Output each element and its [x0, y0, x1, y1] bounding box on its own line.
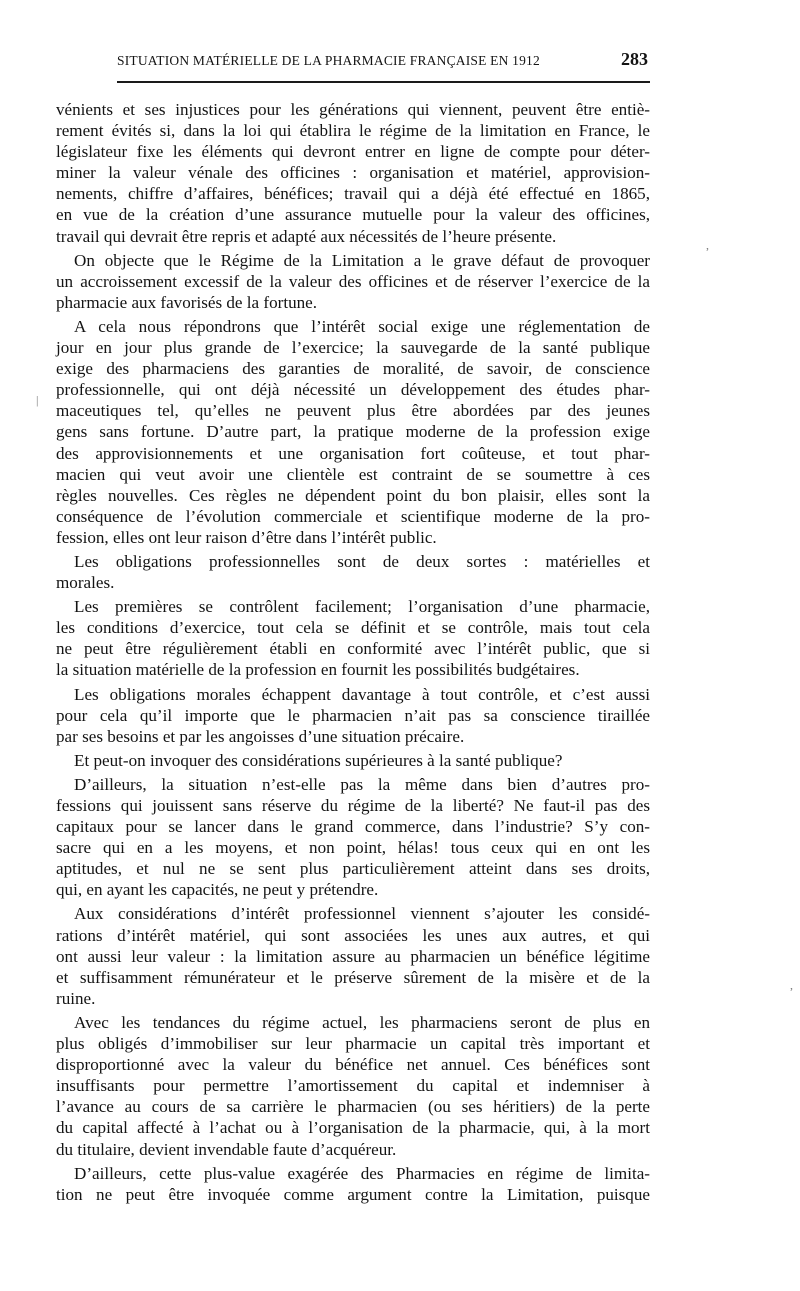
text-line: ne peut être régulièrement établi en conformité avec l’intérêt public, que si	[56, 639, 650, 659]
page-number: 283	[621, 49, 648, 69]
text-line: pour cela qu’il importe que le pharmacien n’ait pas sa conscience tiraillée	[56, 705, 650, 725]
text-line: exige des pharmaciens des garanties de moralité, de savoir, de conscience	[56, 359, 650, 379]
text-line: ruine.	[56, 988, 96, 1008]
text-line: Les obligations morales échappent davantage à tout contrôle, et c’est aussi	[74, 684, 650, 704]
text-line: disproportionné avec la valeur du bénéfice net annuel. Ces bénéfices sont	[56, 1055, 650, 1075]
paragraph	[56, 596, 650, 680]
paragraph	[56, 1163, 650, 1205]
text-line: législateur fixe les éléments qui devront entrer en ligne de compte pour déter-	[56, 142, 650, 162]
text-line: Les premières se contrôlent facilement; l’organisation d’une pharmacie,	[74, 597, 650, 617]
text-line: Avec les tendances du régime actuel, les pharmaciens seront de plus en	[74, 1012, 650, 1032]
text-line: conséquence de l’évolution commerciale et scientifique moderne de la pro-	[56, 506, 650, 526]
paragraph	[56, 684, 650, 747]
text-line: vénients et ses injustices pour les générations qui viennent, peuvent être entiè-	[56, 100, 650, 119]
text-line: la situation matérielle de la profession en fournit les possibilités budgétaires.	[56, 660, 580, 680]
text-line: du titulaire, devient invendable faute d’acquéreur.	[56, 1139, 397, 1159]
text-line: fessions qui jouissent sans réserve du régime de la liberté? Ne faut-il pas des	[56, 796, 650, 815]
running-header	[117, 47, 650, 83]
text-line: capitaux pour se lancer dans le grand commerce, dans l’industrie? S’y con-	[56, 817, 650, 837]
paragraph	[56, 316, 650, 548]
paragraph	[56, 774, 650, 901]
paragraph	[56, 99, 650, 247]
margin-tick-mark: |	[36, 393, 39, 407]
text-line: pharmacie aux favorisés de la fortune.	[56, 292, 318, 312]
text-line: fession, elles ont leur raison d’être dans l’intérêt public.	[56, 527, 437, 547]
text-line: plus obligés d’immobiliser sur leur pharmacie un capital très important et	[56, 1034, 650, 1054]
text-line: par ses besoins et par les angoisses d’une situation précaire.	[56, 726, 465, 746]
text-line: et suffisamment rémunérateur et le préserve sûrement de la misère et de la	[56, 967, 650, 987]
margin-tick-mark: ,	[706, 238, 709, 252]
paragraph	[56, 551, 650, 593]
text-line: macien qui veut avoir une clientèle est contraint de se soumettre à ces	[56, 464, 650, 484]
text-line: du capital affecté à l’achat ou à l’organisation de la pharmacie, qui, à la mort	[56, 1118, 650, 1138]
text-line: D’ailleurs, cette plus-value exagérée des Pharmacies en régime de limita-	[74, 1163, 650, 1183]
text-line: morales.	[56, 573, 115, 593]
text-line: rations d’intérêt matériel, qui sont associées les unes aux autres, et qui	[56, 925, 650, 945]
margin-tick-mark: ,	[790, 978, 793, 992]
text-line: un accroissement excessif de la valeur des officines et de réserver l’exercice de la	[56, 271, 650, 291]
text-line: travail qui devrait être repris et adapté aux nécessités de l’heure présente.	[56, 226, 557, 246]
text-line: des approvisionnements et une organisation fort coûteuse, et tout phar-	[56, 443, 650, 463]
text-line: insuffisants pour permettre l’amortissement du capital et indemniser à	[56, 1076, 650, 1096]
text-line: jour en jour plus grande de l’exercice; la sauvegarde de la santé publique	[56, 338, 650, 358]
text-line: rement évités si, dans la loi qui établira le régime de la limitation en France, le	[56, 121, 650, 141]
text-line: tion ne peut être invoquée comme argument contre la Limitation, puisque	[56, 1184, 650, 1204]
paragraph	[56, 750, 650, 771]
text-line: nements, chiffre d’affaires, bénéfices; travail qui a déjà été effectué en 1865,	[56, 184, 650, 204]
paragraph	[56, 250, 650, 313]
text-line: règles nouvelles. Ces règles ne dépendent point du bon plaisir, elles sont la	[56, 485, 650, 505]
text-line: D’ailleurs, la situation n’est-elle pas la même dans bien d’autres pro-	[74, 774, 650, 794]
text-line: gens sans fortune. D’autre part, la pratique moderne de la profession exige	[56, 422, 650, 442]
text-line: aptitudes, et nul ne se sent plus particulièrement atteint dans ses droits,	[56, 859, 650, 879]
text-line: miner la valeur vénale des officines : organisation et matériel, approvision-	[56, 163, 650, 183]
text-line: Et peut-on invoquer des considérations supérieures à la santé publique?	[74, 750, 563, 770]
text-line: On objecte que le Régime de la Limitation a le grave défaut de provoquer	[74, 250, 650, 270]
text-line: ont aussi leur valeur : la limitation assure au pharmacien un bénéfice légitime	[56, 946, 650, 966]
text-line: sacre qui en a les moyens, et non point, hélas! tous ceux qui en ont les	[56, 838, 650, 858]
text-line: Aux considérations d’intérêt professionnel viennent s’ajouter les considé-	[74, 904, 650, 924]
text-line: A cela nous répondrons que l’intérêt social exige une réglementation de	[74, 316, 650, 336]
body-text	[56, 99, 650, 1205]
paragraph	[56, 903, 650, 1008]
text-line: l’avance au cours de sa carrière le pharmacien (ou ses héritiers) de la perte	[56, 1097, 650, 1117]
text-line: en vue de la création d’une assurance mutuelle pour la valeur des officines,	[56, 205, 650, 225]
text-line: Les obligations professionnelles sont de deux sortes : matérielles et	[74, 551, 650, 571]
running-title: SITUATION MATÉRIELLE DE LA PHARMACIE FRANÇAISE EN 1912	[117, 53, 540, 68]
text-line: les conditions d’exercice, tout cela se définit et se contrôle, mais tout cela	[56, 618, 650, 638]
text-line: qui, en ayant les capacités, ne peut y prétendre.	[56, 880, 379, 900]
text-line: professionnelle, qui ont déjà nécessité un développement des études phar-	[56, 380, 650, 400]
paragraph	[56, 1012, 650, 1160]
text-line: maceutiques tel, qu’elles ne peuvent plus être abordées par des jeunes	[56, 401, 650, 421]
